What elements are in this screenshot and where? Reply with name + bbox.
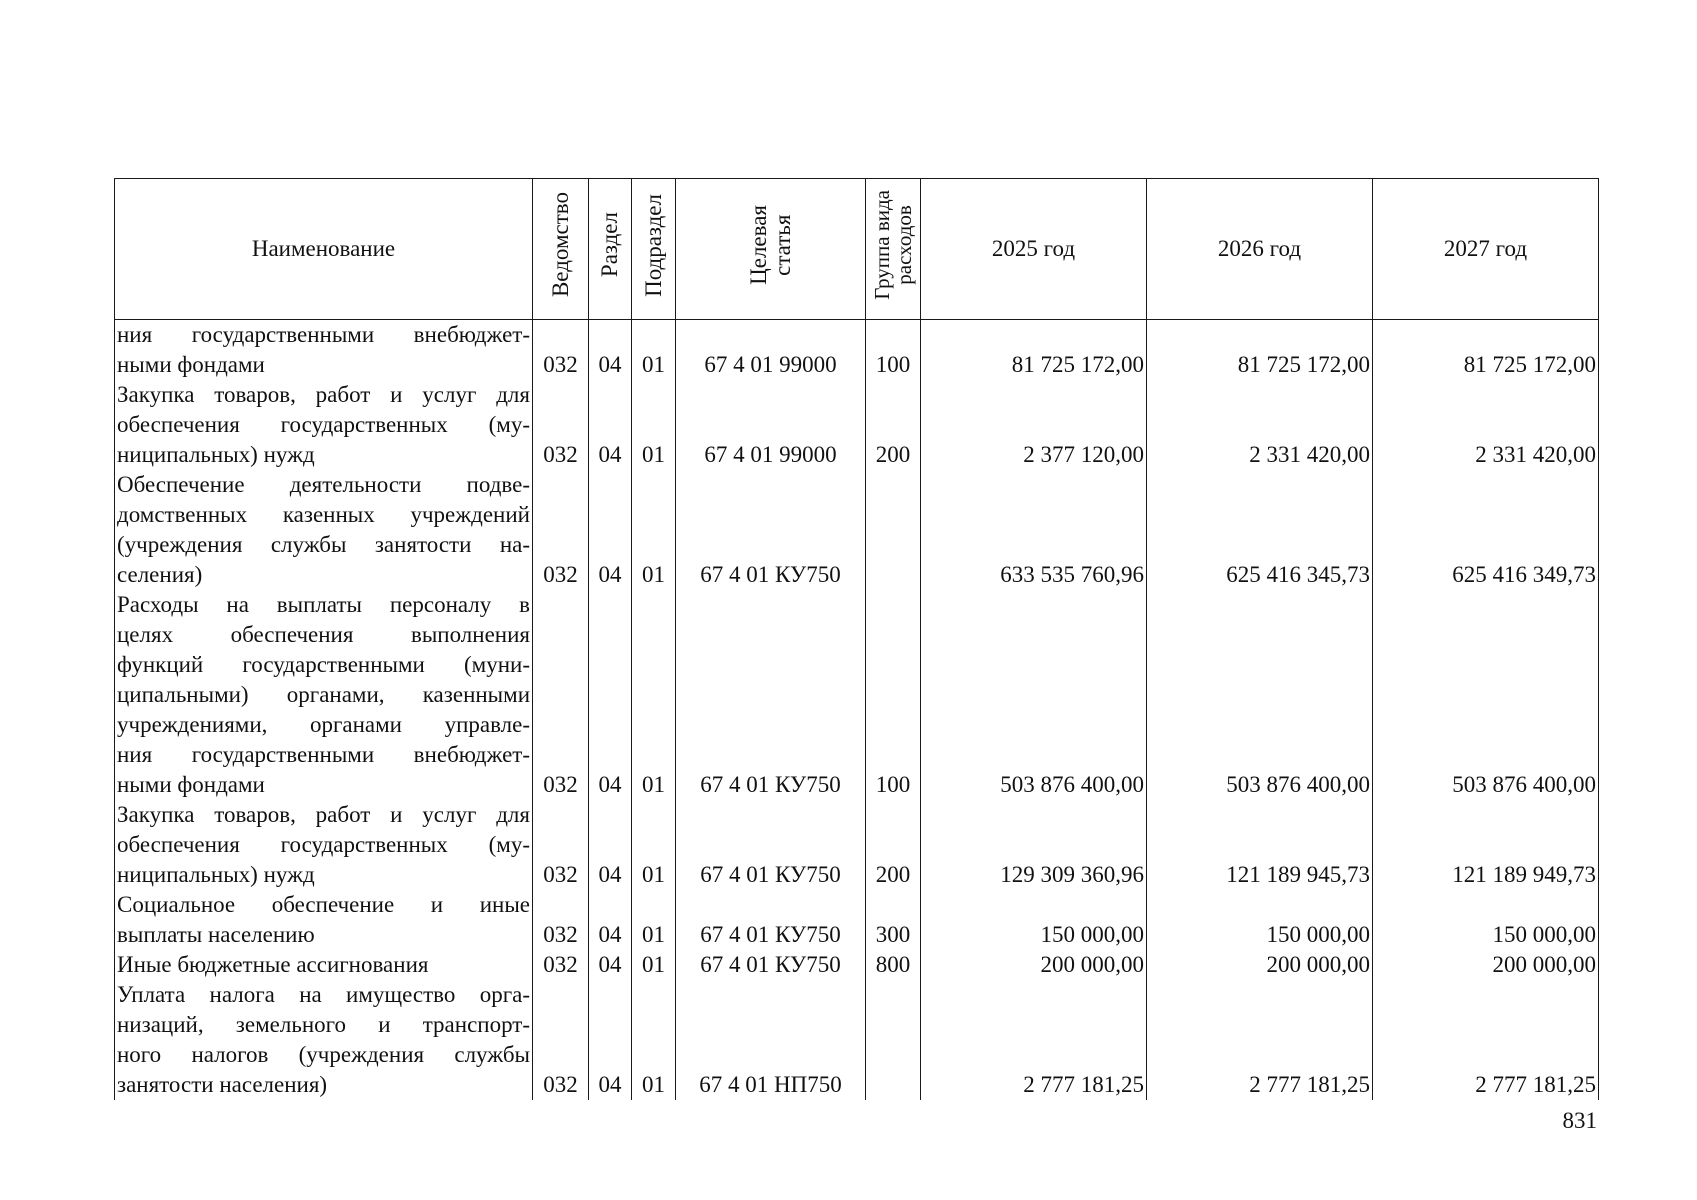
header-row — [115, 179, 1599, 320]
row-name-line: ного налогов (учреждения службы — [117, 1042, 530, 1067]
row-amount-2026: 121 189 945,73 — [1147, 800, 1373, 890]
table-row — [115, 470, 1599, 590]
row-name-line: ния государственными внебюджет- — [117, 322, 530, 347]
row-amount-2025: 2 377 120,00 — [921, 380, 1147, 470]
row-target-article: 67 4 01 99000 — [676, 380, 866, 470]
row-subsection: 01 — [632, 950, 676, 980]
header-year-2027: 2027 год — [1373, 179, 1599, 320]
row-name — [115, 980, 533, 1100]
row-name-line: занятости населения) — [117, 1072, 328, 1097]
row-amount-2027: 503 876 400,00 — [1373, 590, 1599, 800]
row-name-line: ния государственными внебюджет- — [117, 742, 530, 767]
row-name — [115, 950, 533, 980]
row-name-line: (учреждения службы занятости на- — [117, 532, 530, 557]
row-name — [115, 890, 533, 950]
table-row — [115, 590, 1599, 800]
row-target-article: 67 4 01 КУ750 — [676, 590, 866, 800]
table-body — [115, 320, 1599, 1101]
row-amount-2025: 150 000,00 — [921, 890, 1147, 950]
row-subsection: 01 — [632, 380, 676, 470]
row-name — [115, 590, 533, 800]
row-name-line: выплаты населению — [117, 922, 315, 947]
header-department: Ведомство — [533, 179, 589, 320]
row-amount-2026: 503 876 400,00 — [1147, 590, 1373, 800]
row-name-line: домственных казенных учреждений — [117, 502, 530, 527]
row-name-line: ципальными) органами, казенными — [117, 682, 530, 707]
row-target-article: 67 4 01 КУ750 — [676, 800, 866, 890]
row-department: 032 — [533, 590, 589, 800]
row-expense-group: 100 — [866, 320, 921, 381]
row-amount-2027: 2 331 420,00 — [1373, 380, 1599, 470]
row-name-line: ными фондами — [117, 772, 265, 797]
row-expense-group: 100 — [866, 590, 921, 800]
row-name-line: Закупка товаров, работ и услуг для — [117, 382, 530, 407]
row-amount-2025: 81 725 172,00 — [921, 320, 1147, 381]
row-target-article: 67 4 01 КУ750 — [676, 470, 866, 590]
row-subsection: 01 — [632, 590, 676, 800]
row-amount-2025: 633 535 760,96 — [921, 470, 1147, 590]
row-name-line: ными фондами — [117, 352, 265, 377]
row-amount-2027: 625 416 349,73 — [1373, 470, 1599, 590]
row-name-line: обеспечения государственных (му- — [117, 832, 530, 857]
row-amount-2025: 129 309 360,96 — [921, 800, 1147, 890]
row-name-line: селения) — [117, 562, 203, 587]
row-amount-2025: 2 777 181,25 — [921, 980, 1147, 1100]
row-target-article: 67 4 01 КУ750 — [676, 950, 866, 980]
row-section: 04 — [589, 590, 632, 800]
row-amount-2027: 2 777 181,25 — [1373, 980, 1599, 1100]
row-department: 032 — [533, 890, 589, 950]
row-name-line: Обеспечение деятельности подве- — [117, 472, 530, 497]
row-name — [115, 380, 533, 470]
row-subsection: 01 — [632, 470, 676, 590]
row-amount-2025: 200 000,00 — [921, 950, 1147, 980]
row-amount-2026: 81 725 172,00 — [1147, 320, 1373, 381]
row-subsection: 01 — [632, 320, 676, 381]
row-department: 032 — [533, 950, 589, 980]
row-expense-group: 300 — [866, 890, 921, 950]
table-row — [115, 980, 1599, 1100]
row-amount-2026: 2 777 181,25 — [1147, 980, 1373, 1100]
row-section: 04 — [589, 980, 632, 1100]
row-expense-group: 800 — [866, 950, 921, 980]
row-target-article: 67 4 01 НП750 — [676, 980, 866, 1100]
row-department: 032 — [533, 470, 589, 590]
header-target-article: Целевая статья — [676, 179, 866, 320]
row-amount-2026: 625 416 345,73 — [1147, 470, 1373, 590]
row-amount-2026: 150 000,00 — [1147, 890, 1373, 950]
row-amount-2026: 2 331 420,00 — [1147, 380, 1373, 470]
row-amount-2026: 200 000,00 — [1147, 950, 1373, 980]
row-amount-2027: 121 189 949,73 — [1373, 800, 1599, 890]
header-year-2025: 2025 год — [921, 179, 1147, 320]
row-section: 04 — [589, 890, 632, 950]
row-section: 04 — [589, 320, 632, 381]
row-amount-2027: 81 725 172,00 — [1373, 320, 1599, 381]
table-row — [115, 950, 1599, 980]
row-department: 032 — [533, 320, 589, 381]
row-section: 04 — [589, 800, 632, 890]
row-name — [115, 800, 533, 890]
row-department: 032 — [533, 980, 589, 1100]
row-amount-2027: 150 000,00 — [1373, 890, 1599, 950]
row-subsection: 01 — [632, 800, 676, 890]
budget-table — [114, 178, 1599, 1100]
row-expense-group: 200 — [866, 380, 921, 470]
row-target-article: 67 4 01 99000 — [676, 320, 866, 381]
row-name-line: Уплата налога на имущество орга- — [117, 982, 530, 1007]
row-name-line: ниципальных) нужд — [117, 862, 315, 887]
row-name-line: Расходы на выплаты персоналу в — [117, 592, 530, 617]
header-subsection: Подраздел — [632, 179, 676, 320]
row-expense-group — [866, 980, 921, 1100]
row-name-line: Социальное обеспечение и иные — [117, 892, 530, 917]
row-name-line: функций государственными (муни- — [117, 652, 530, 677]
row-department: 032 — [533, 800, 589, 890]
row-target-article: 67 4 01 КУ750 — [676, 890, 866, 950]
header-expense-group: Группа вида расходов — [866, 179, 921, 320]
row-name — [115, 470, 533, 590]
row-name-line: обеспечения государственных (му- — [117, 412, 530, 437]
row-amount-2027: 200 000,00 — [1373, 950, 1599, 980]
row-name-line: низаций, земельного и транспорт- — [117, 1012, 530, 1037]
row-name-line: учреждениями, органами управле- — [117, 712, 530, 737]
row-subsection: 01 — [632, 890, 676, 950]
header-name: Наименование — [115, 179, 533, 320]
row-department: 032 — [533, 380, 589, 470]
row-section: 04 — [589, 950, 632, 980]
row-name-line: Закупка товаров, работ и услуг для — [117, 802, 530, 827]
row-name-line: ниципальных) нужд — [117, 442, 315, 467]
row-section: 04 — [589, 380, 632, 470]
row-name-line: целях обеспечения выполнения — [117, 622, 530, 647]
row-section: 04 — [589, 470, 632, 590]
table-row — [115, 320, 1599, 381]
table-row — [115, 800, 1599, 890]
table-row — [115, 890, 1599, 950]
budget-page — [114, 178, 1598, 1100]
row-subsection: 01 — [632, 980, 676, 1100]
row-expense-group: 200 — [866, 800, 921, 890]
table-row — [115, 380, 1599, 470]
page-number: 831 — [1562, 1108, 1597, 1133]
row-name-line: Иные бюджетные ассигнования — [117, 952, 429, 977]
header-section: Раздел — [589, 179, 632, 320]
row-name — [115, 320, 533, 381]
header-year-2026: 2026 год — [1147, 179, 1373, 320]
row-amount-2025: 503 876 400,00 — [921, 590, 1147, 800]
row-expense-group — [866, 470, 921, 590]
